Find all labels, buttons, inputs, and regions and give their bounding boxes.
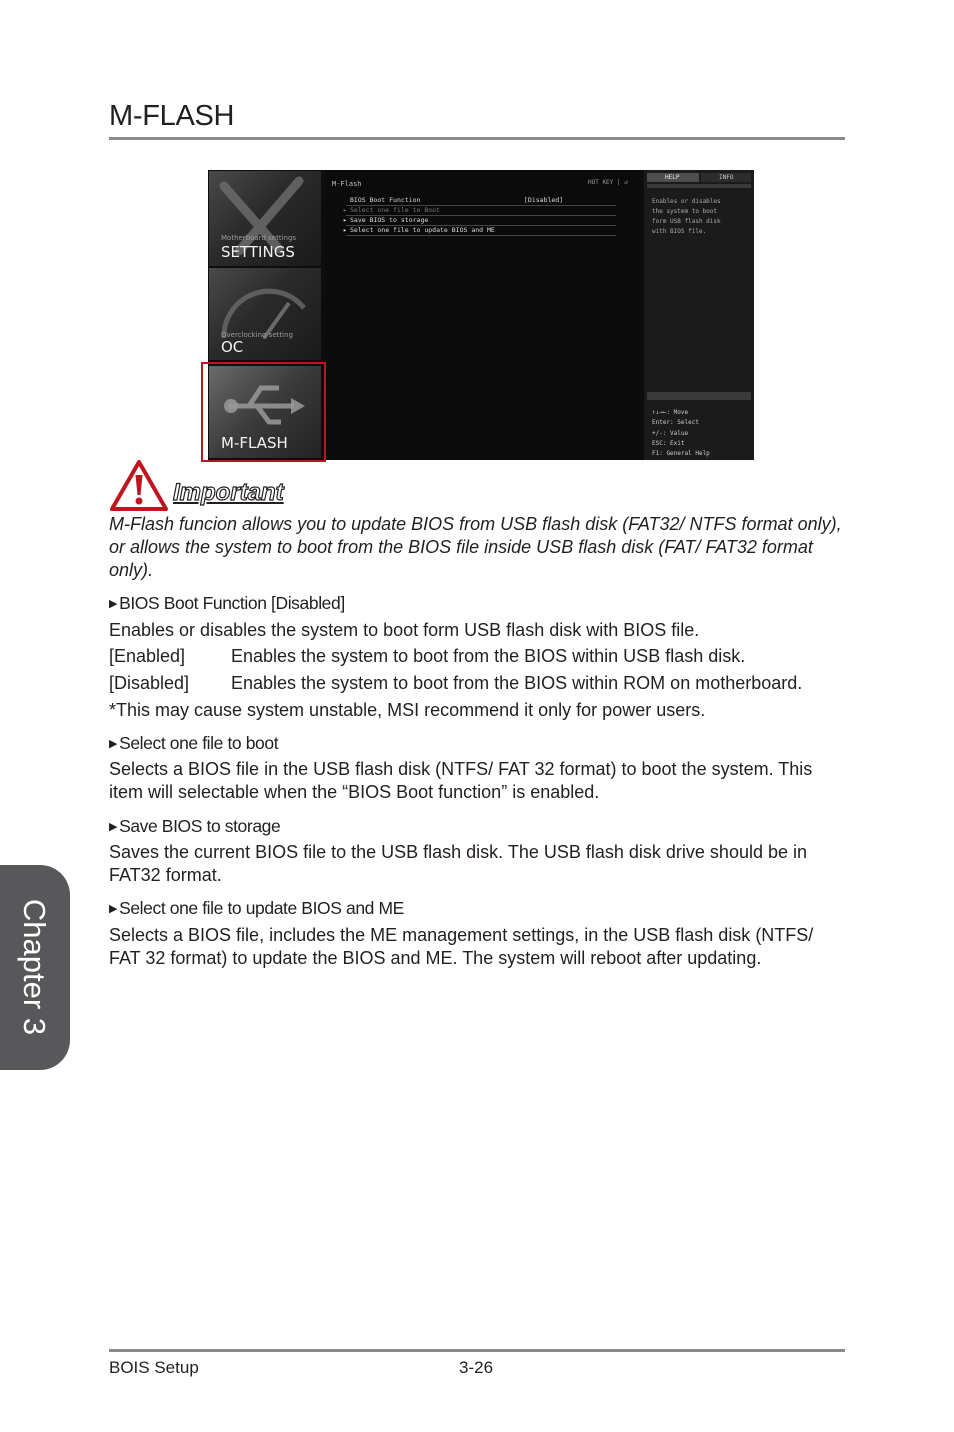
- scroll-down-bar[interactable]: [647, 392, 751, 400]
- oc-tile: [209, 268, 321, 360]
- select-boot-desc: Selects a BIOS file in the USB flash disk (NTFS/ FAT 32 format) to boot the system. This item will selectable when the “BIOS Boot function” is enabled.: [109, 759, 813, 802]
- heading-text: Save BIOS to storage: [119, 816, 281, 836]
- boot-desc: Enables or disables the system to boot form USB flash disk with BIOS file.: [109, 620, 700, 640]
- bullet-triangle-icon: ▶: [109, 903, 118, 915]
- settings-tile-sub: Motherboard settings: [221, 234, 297, 242]
- bios-item-label: Select one file to update BIOS and ME: [350, 226, 495, 234]
- oc-tile-label: OC: [221, 338, 244, 356]
- mflash-highlight-frame: [201, 362, 326, 462]
- help-line: form USB flash disk: [652, 218, 721, 225]
- important-text: M-Flash funcion allows you to update BIOS from USB flash disk (FAT32/ NTFS format only), or allows the system to boot from the BIOS file inside USB flash disk (FAT/ FAT32 format only).: [109, 514, 842, 580]
- bios-item-select-boot[interactable]: ▸ Select one file to Boot: [346, 206, 616, 216]
- help-line: the system to boot: [652, 208, 718, 215]
- heading-text: Select one file to update BIOS and ME: [119, 898, 404, 918]
- key-line: ↑↓→←: Move: [652, 409, 689, 416]
- mflash-tile-label: M-FLASH: [221, 434, 288, 452]
- bios-main-panel: [326, 170, 640, 460]
- bios-item-value: [Disabled]: [524, 196, 564, 204]
- bullet-triangle-icon: ▶: [109, 738, 118, 750]
- info-tab-label: INFO: [719, 174, 734, 181]
- bios-help-panel: [644, 170, 754, 460]
- key-line: +/-: Value: [652, 429, 689, 437]
- bios-item-label: Select one file to Boot: [350, 206, 441, 214]
- bios-item-update[interactable]: ▸ Select one file to update BIOS and ME: [346, 226, 616, 236]
- help-tab[interactable]: [647, 173, 699, 182]
- help-tab-label: HELP: [665, 174, 680, 181]
- footer-rule: [109, 1349, 845, 1352]
- heading-bios-boot-function: [109, 593, 345, 614]
- heading-select-file-boot: [109, 733, 278, 754]
- bios-item-label: BIOS Boot Function: [350, 196, 421, 204]
- settings-tile-label: SETTINGS: [221, 243, 295, 261]
- update-desc: Selects a BIOS file, includes the ME management settings, in the USB flash disk (NTFS/ FAT 32 format) to update the BIOS and ME. The system will reboot after updating.: [109, 925, 814, 968]
- bios-item-label: Save BIOS to storage: [350, 216, 429, 224]
- chapter-tab-label: Chapter 3: [17, 898, 52, 1036]
- settings-tile: [209, 171, 321, 266]
- hotkey-label[interactable]: HOT KEY | ↺: [588, 179, 628, 186]
- heading-update-bios-me: [109, 898, 404, 919]
- help-text: [652, 197, 721, 237]
- info-tab[interactable]: [701, 173, 751, 182]
- bullet-triangle-icon: ▶: [109, 821, 118, 833]
- key-line: F1: General Help: [652, 450, 710, 458]
- key-line: ESC: Exit: [652, 439, 685, 447]
- bios-item-save[interactable]: ▸ Save BIOS to storage: [346, 216, 616, 226]
- bios-item-boot-function[interactable]: [346, 196, 616, 206]
- bios-breadcrumb: M-Flash: [332, 180, 362, 188]
- heading-save-bios: [109, 816, 280, 837]
- save-desc: Saves the current BIOS file to the USB flash disk. The USB flash disk drive should be in FAT32 format.: [109, 842, 808, 885]
- oc-tile-sub: Overclocking setting: [221, 331, 293, 339]
- title-rule: [109, 137, 845, 140]
- option-enabled-label: [Enabled]: [109, 646, 186, 666]
- help-line: Enables or disables: [652, 198, 721, 205]
- footer-page-number: 3-26: [459, 1358, 494, 1377]
- warning-icon: [109, 459, 169, 512]
- bullet-triangle-icon: ▶: [109, 598, 118, 610]
- option-enabled-desc: Enables the system to boot from the BIOS within USB flash disk.: [231, 646, 746, 666]
- footer-section-name: BOIS Setup: [109, 1358, 199, 1377]
- heading-text: Select one file to boot: [119, 733, 279, 753]
- scroll-up-bar[interactable]: [647, 184, 751, 188]
- key-legend: [652, 408, 710, 459]
- help-line: with BIOS file.: [652, 228, 707, 235]
- option-disabled-desc: Enables the system to boot from the BIOS within ROM on motherboard.: [231, 673, 803, 693]
- boot-note: *This may cause system unstable, MSI recommend it only for power users.: [109, 700, 706, 720]
- key-line: Enter: Select: [652, 419, 699, 427]
- heading-text: BIOS Boot Function [Disabled]: [119, 593, 345, 613]
- option-disabled-label: [Disabled]: [109, 673, 190, 693]
- page-title: M-FLASH: [109, 100, 235, 132]
- important-title: Important: [173, 479, 284, 506]
